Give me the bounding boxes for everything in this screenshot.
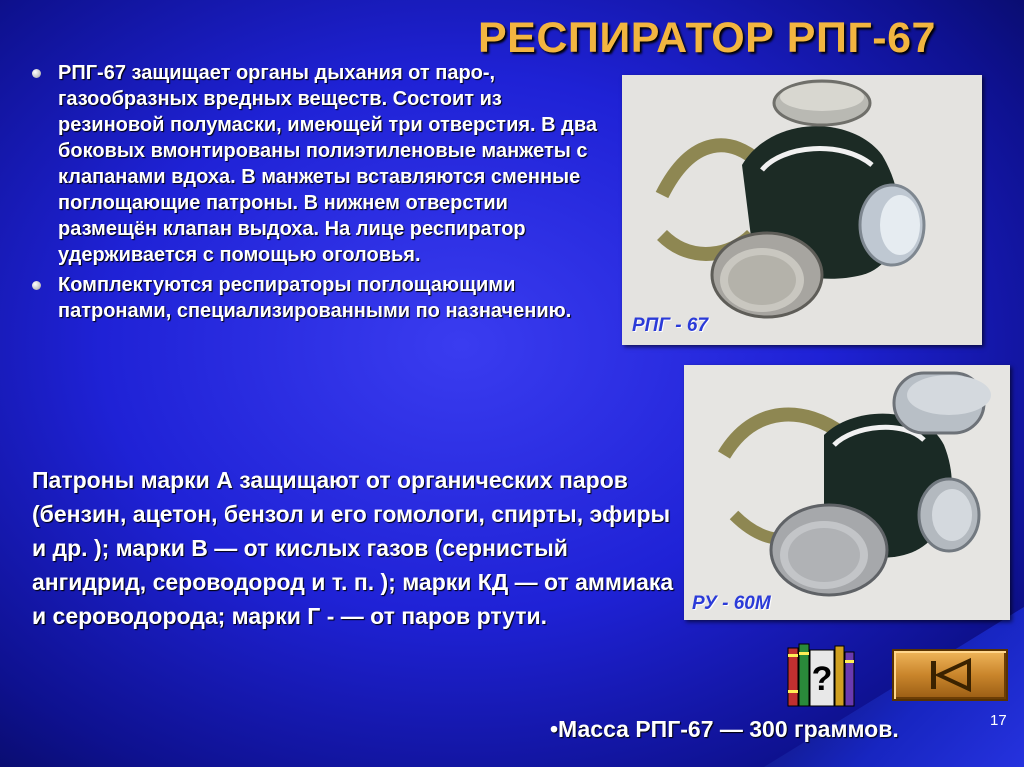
bullet-text: Комплектуются респираторы поглощающими патронами, специализированными по назначению. [58,274,572,322]
respirator-rpg67-image [622,75,982,345]
respirator-ru60m-image [684,365,1010,620]
respirator-rpg67-photo [622,75,982,345]
help-books-icon[interactable] [786,640,856,708]
bullet-list [30,60,610,328]
slide-title: РЕСПИРАТОР РПГ-67 [478,14,936,62]
slide-number: 17 [990,712,1007,729]
bullet-item [30,60,610,268]
back-to-start-button[interactable] [892,649,1008,701]
bullet-dot-icon [32,281,41,290]
mass-note: •Масса РПГ-67 — 300 граммов. [550,716,899,742]
bullet-text: РПГ-67 защищает органы дыхания от паро-, газообразных вредных веществ. Состоит из резиновой полумаски, имеющей три отверстия. В два боковых вмонтированы полиэтиленовые манжеты с клапанами вдоха. В манжеты вставляются сменные поглощающие патроны. В нижнем отверстии размещён клапан выдоха. На лице респиратор удерживается с помощью оголовья. [58,62,598,266]
svg-text:?: ? [811,660,833,698]
bullet-dot-icon [32,69,41,78]
photo-label: РУ - 60М [692,593,771,614]
bullet-item [30,272,610,324]
cartridge-description: Патроны марки А защищают от органических паров (бензин, ацетон, бензол и его гомологи, спирты, эфиры и др. ); марки В — от кислых газов (сернистый ангидрид, сероводород и т. п. ); марки КД — от аммиака и сероводорода; марки Г - — от паров ртути. [32,467,674,629]
back-to-start-icon [925,655,975,695]
respirator-ru60m-photo [684,365,1010,620]
photo-label: РПГ - 67 [632,315,709,336]
